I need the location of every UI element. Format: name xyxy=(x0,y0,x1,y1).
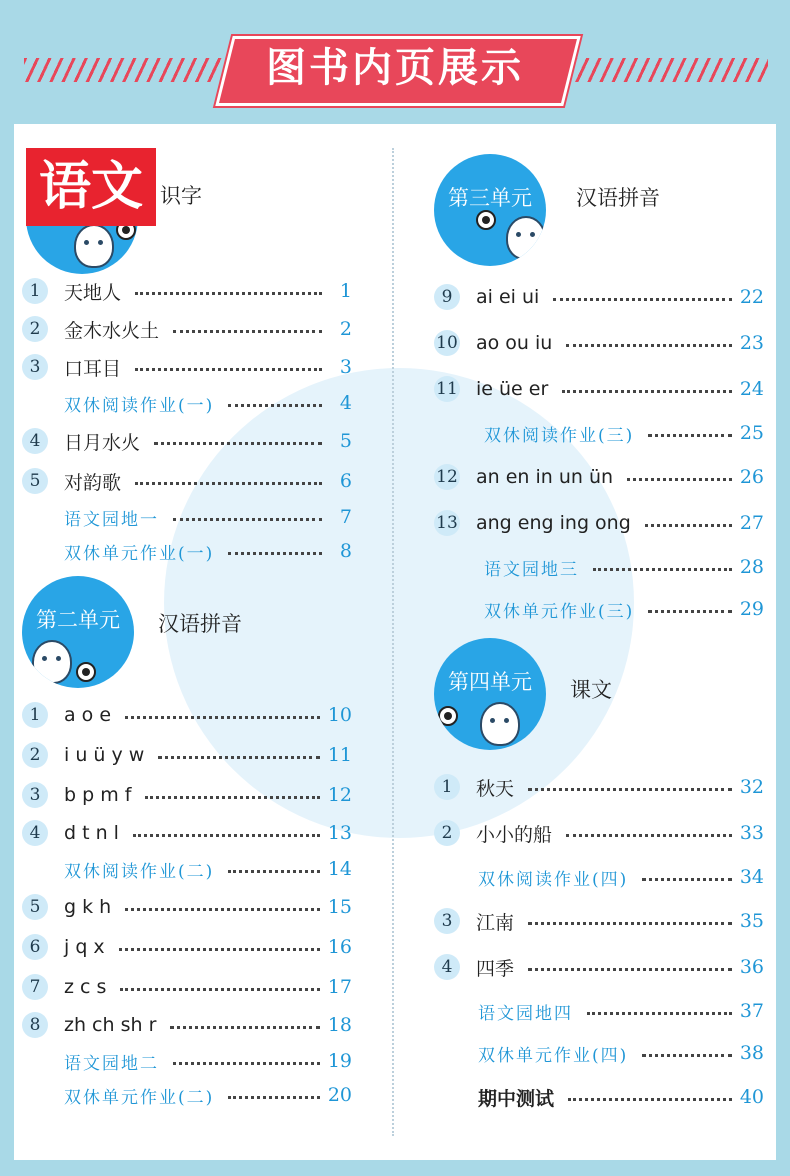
entry-page: 27 xyxy=(739,512,764,534)
toc-entry xyxy=(22,930,352,964)
entry-number: 2 xyxy=(434,820,460,846)
entry-label: 语文园地三 xyxy=(484,559,579,580)
toc-page xyxy=(14,124,776,1160)
entry-page: 35 xyxy=(739,910,764,932)
toc-entry xyxy=(434,770,764,804)
toc-entry xyxy=(484,550,764,584)
toc-entry xyxy=(22,464,352,498)
leader-dots xyxy=(566,344,731,347)
entry-number: 11 xyxy=(434,376,460,402)
toc-entry xyxy=(22,350,352,384)
toc-entry xyxy=(22,274,352,308)
unit2-circle xyxy=(22,576,134,688)
entry-page: 4 xyxy=(339,392,352,414)
entry-label: zh ch sh r xyxy=(64,1014,157,1036)
entry-page: 14 xyxy=(327,858,352,880)
toc-entry xyxy=(434,950,764,984)
banner-stripes-right xyxy=(562,58,768,82)
entry-number: 4 xyxy=(22,820,48,846)
entry-number: 1 xyxy=(22,702,48,728)
toc-entry xyxy=(484,416,764,450)
unit1-title: 识字 xyxy=(160,184,202,208)
entry-page: 10 xyxy=(327,704,352,726)
mascot-icon xyxy=(32,640,72,684)
entry-number: 8 xyxy=(22,1012,48,1038)
entry-page: 20 xyxy=(327,1084,352,1106)
entry-number: 2 xyxy=(22,316,48,342)
banner-stripes-left xyxy=(24,58,230,82)
toc-entry xyxy=(478,1036,764,1070)
leader-dots xyxy=(119,948,320,951)
banner-title: 图书内页展示 xyxy=(266,45,524,91)
mascot-icon xyxy=(506,216,546,260)
entry-number: 3 xyxy=(22,782,48,808)
unit4-circle-label: 第四单元 xyxy=(448,670,532,694)
toc-entry xyxy=(434,460,764,494)
toc-entry xyxy=(22,312,352,346)
entry-label: 语文园地四 xyxy=(478,1003,573,1024)
leader-dots xyxy=(228,552,322,555)
leader-dots xyxy=(642,878,732,881)
toc-entry xyxy=(22,816,352,850)
entry-label: ie üe er xyxy=(476,378,549,400)
toc-entry xyxy=(22,970,352,1004)
leader-dots xyxy=(228,870,320,873)
entry-page: 1 xyxy=(339,280,352,302)
entry-number: 12 xyxy=(434,464,460,490)
unit4-circle xyxy=(434,638,546,750)
entry-label: 双休单元作业(一) xyxy=(64,543,215,564)
leader-dots xyxy=(648,434,732,437)
leader-dots xyxy=(154,442,322,445)
leader-dots xyxy=(135,292,322,295)
entry-label: 江南 xyxy=(476,911,515,934)
entry-label: 四季 xyxy=(476,957,515,980)
entry-page: 24 xyxy=(739,378,764,400)
leader-dots xyxy=(528,968,732,971)
entry-label: 口耳目 xyxy=(64,357,122,380)
entry-number: 3 xyxy=(434,908,460,934)
entry-page: 15 xyxy=(327,896,352,918)
entry-page: 37 xyxy=(739,1000,764,1022)
entry-page: 8 xyxy=(339,540,352,562)
toc-entry xyxy=(22,424,352,458)
entry-number: 13 xyxy=(434,510,460,536)
unit2-circle-label: 第二单元 xyxy=(36,608,120,632)
entry-page: 11 xyxy=(327,744,352,766)
entry-label: 期中测试 xyxy=(478,1087,555,1110)
entry-page: 38 xyxy=(739,1042,764,1064)
entry-number: 9 xyxy=(434,284,460,310)
entry-label: 语文园地一 xyxy=(64,509,159,530)
toc-entry xyxy=(478,994,764,1028)
leader-dots xyxy=(566,834,732,837)
leader-dots xyxy=(587,1012,732,1015)
entry-label: g k h xyxy=(64,896,112,918)
entry-label: an en in un ün xyxy=(476,466,614,488)
leader-dots xyxy=(228,1096,320,1099)
entry-number: 2 xyxy=(22,742,48,768)
leader-dots xyxy=(135,368,322,371)
leader-dots xyxy=(170,1026,319,1029)
mascot-icon xyxy=(480,702,520,746)
entry-page: 6 xyxy=(339,470,352,492)
entry-label: i u ü y w xyxy=(64,744,145,766)
leader-dots xyxy=(133,834,320,837)
unit2-title: 汉语拼音 xyxy=(158,612,242,636)
entry-label: 日月水火 xyxy=(64,431,141,454)
entry-number: 6 xyxy=(22,934,48,960)
soccer-ball-icon xyxy=(438,706,458,726)
unit4-title: 课文 xyxy=(570,678,612,702)
entry-page: 36 xyxy=(739,956,764,978)
leader-dots xyxy=(627,478,732,481)
toc-entry xyxy=(64,852,352,886)
entry-label: 天地人 xyxy=(64,281,122,304)
entry-number: 3 xyxy=(22,354,48,380)
soccer-ball-icon xyxy=(476,210,496,230)
soccer-ball-icon xyxy=(76,662,96,682)
entry-page: 17 xyxy=(327,976,352,998)
toc-entry xyxy=(434,326,764,360)
leader-dots xyxy=(173,1062,320,1065)
entry-number: 5 xyxy=(22,468,48,494)
entry-label: j q x xyxy=(64,936,105,958)
leader-dots xyxy=(645,524,732,527)
entry-page: 23 xyxy=(739,332,764,354)
toc-entry xyxy=(22,738,352,772)
toc-entry xyxy=(478,860,764,894)
leader-dots xyxy=(173,518,322,521)
entry-number: 1 xyxy=(22,278,48,304)
leader-dots xyxy=(568,1098,732,1101)
leader-dots xyxy=(562,390,732,393)
leader-dots xyxy=(125,908,320,911)
entry-label: 双休阅读作业(四) xyxy=(478,869,629,890)
entry-label: 金木水火土 xyxy=(64,319,160,342)
entry-label: d t n l xyxy=(64,822,119,844)
entry-label: 语文园地二 xyxy=(64,1053,159,1074)
toc-entry xyxy=(64,500,352,534)
entry-page: 29 xyxy=(739,598,764,620)
entry-number: 10 xyxy=(434,330,460,356)
entry-page: 7 xyxy=(339,506,352,528)
leader-dots xyxy=(173,330,322,333)
entry-label: 对韵歌 xyxy=(64,471,122,494)
toc-entry xyxy=(434,506,764,540)
entry-label: a o e xyxy=(64,704,112,726)
entry-page: 22 xyxy=(739,286,764,308)
entry-label: 双休单元作业(三) xyxy=(484,601,635,622)
entry-label: ao ou iu xyxy=(476,332,553,354)
entry-label: 秋天 xyxy=(476,777,515,800)
unit3-circle xyxy=(434,154,546,266)
entry-label: z c s xyxy=(64,976,107,998)
leader-dots xyxy=(145,796,319,799)
entry-page: 28 xyxy=(739,556,764,578)
leader-dots xyxy=(528,788,732,791)
entry-page: 5 xyxy=(339,430,352,452)
entry-page: 40 xyxy=(739,1086,764,1108)
entry-label: 双休阅读作业(一) xyxy=(64,395,215,416)
entry-number: 4 xyxy=(434,954,460,980)
entry-label: 小小的船 xyxy=(476,823,553,846)
leader-dots xyxy=(642,1054,732,1057)
toc-entry xyxy=(22,778,352,812)
entry-page: 16 xyxy=(327,936,352,958)
toc-entry xyxy=(64,386,352,420)
toc-entry xyxy=(434,904,764,938)
entry-page: 25 xyxy=(739,422,764,444)
toc-entry xyxy=(22,1008,352,1042)
entry-page: 19 xyxy=(327,1050,352,1072)
toc-entry xyxy=(22,698,352,732)
entry-page: 32 xyxy=(739,776,764,798)
entry-label: b p m f xyxy=(64,784,132,806)
toc-entry xyxy=(434,372,764,406)
entry-label: ang eng ing ong xyxy=(476,512,631,534)
entry-number: 1 xyxy=(434,774,460,800)
toc-entry xyxy=(64,534,352,568)
entry-page: 3 xyxy=(339,356,352,378)
mascot-icon xyxy=(74,224,114,268)
column-divider xyxy=(392,148,394,1136)
entry-label: ai ei ui xyxy=(476,286,540,308)
leader-dots xyxy=(125,716,320,719)
toc-entry xyxy=(484,592,764,626)
entry-page: 26 xyxy=(739,466,764,488)
entry-label: 双休单元作业(二) xyxy=(64,1087,215,1108)
leader-dots xyxy=(135,482,322,485)
entry-label: 双休阅读作业(二) xyxy=(64,861,215,882)
entry-page: 2 xyxy=(339,318,352,340)
leader-dots xyxy=(593,568,732,571)
leader-dots xyxy=(158,756,320,759)
leader-dots xyxy=(648,610,732,613)
entry-page: 33 xyxy=(739,822,764,844)
unit3-circle-label: 第三单元 xyxy=(448,186,532,210)
entry-page: 12 xyxy=(327,784,352,806)
leader-dots xyxy=(120,988,319,991)
entry-page: 34 xyxy=(739,866,764,888)
subject-badge: 语文 xyxy=(26,148,156,226)
entry-number: 4 xyxy=(22,428,48,454)
entry-number: 5 xyxy=(22,894,48,920)
entry-page: 18 xyxy=(327,1014,352,1036)
toc-entry xyxy=(64,1044,352,1078)
toc-entry xyxy=(434,280,764,314)
toc-entry xyxy=(478,1080,764,1114)
toc-entry xyxy=(434,816,764,850)
leader-dots xyxy=(228,404,322,407)
entry-label: 双休单元作业(四) xyxy=(478,1045,629,1066)
entry-label: 双休阅读作业(三) xyxy=(484,425,635,446)
unit3-title: 汉语拼音 xyxy=(576,186,660,210)
entry-page: 13 xyxy=(327,822,352,844)
toc-entry xyxy=(22,890,352,924)
leader-dots xyxy=(553,298,732,301)
entry-number: 7 xyxy=(22,974,48,1000)
toc-entry xyxy=(64,1078,352,1112)
leader-dots xyxy=(528,922,732,925)
